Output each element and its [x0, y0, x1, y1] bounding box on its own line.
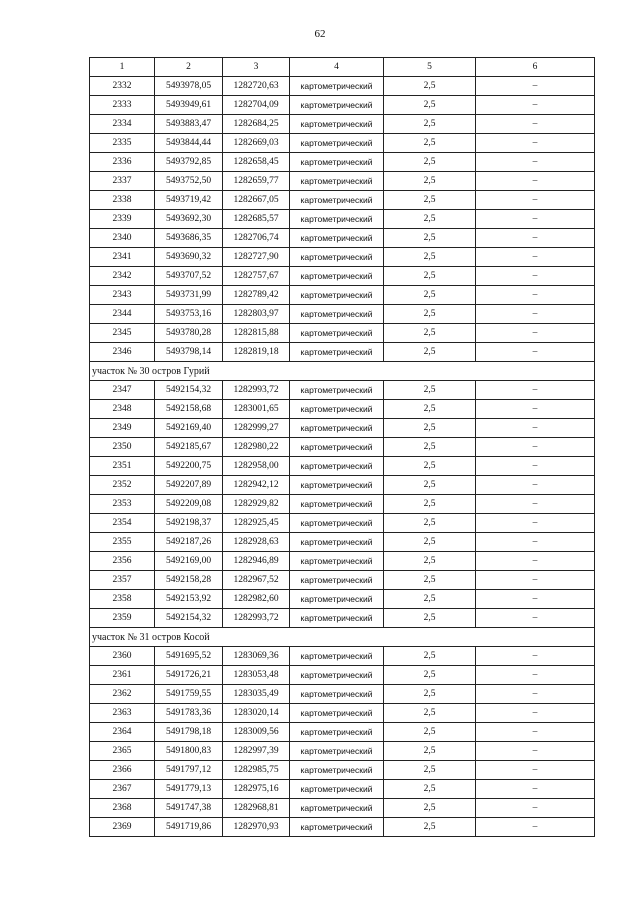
- method-cell: картометрический: [290, 172, 384, 191]
- method-cell: картометрический: [290, 647, 384, 666]
- header-cell-2: 2: [155, 58, 223, 77]
- x-coordinate-cell: 5491779,13: [155, 780, 223, 799]
- x-coordinate-cell: 5492154,32: [155, 381, 223, 400]
- error-cell: 2,5: [384, 514, 476, 533]
- table-row: [90, 704, 595, 723]
- table-row: [90, 457, 595, 476]
- table-row: [90, 590, 595, 609]
- method-cell: картометрический: [290, 134, 384, 153]
- table-row: [90, 514, 595, 533]
- header-cell-1: 1: [90, 58, 155, 77]
- note-cell: –: [476, 115, 595, 134]
- note-cell: –: [476, 514, 595, 533]
- error-cell: 2,5: [384, 381, 476, 400]
- header-cell-6: 6: [476, 58, 595, 77]
- error-cell: 2,5: [384, 780, 476, 799]
- y-coordinate-cell: 1282684,25: [223, 115, 290, 134]
- y-coordinate-cell: 1282803,97: [223, 305, 290, 324]
- x-coordinate-cell: 5491798,18: [155, 723, 223, 742]
- method-cell: картометрический: [290, 400, 384, 419]
- x-coordinate-cell: 5493752,50: [155, 172, 223, 191]
- error-cell: 2,5: [384, 96, 476, 115]
- point-number-cell: 2344: [90, 305, 155, 324]
- section-title: участок № 31 остров Косой: [90, 628, 595, 647]
- point-number-cell: 2364: [90, 723, 155, 742]
- point-number-cell: 2365: [90, 742, 155, 761]
- error-cell: 2,5: [384, 742, 476, 761]
- x-coordinate-cell: 5493949,61: [155, 96, 223, 115]
- note-cell: –: [476, 457, 595, 476]
- section-header-row: [90, 362, 595, 381]
- y-coordinate-cell: 1282985,75: [223, 761, 290, 780]
- header-cell-3: 3: [223, 58, 290, 77]
- table-row: [90, 305, 595, 324]
- error-cell: 2,5: [384, 438, 476, 457]
- method-cell: картометрический: [290, 723, 384, 742]
- table-body: [90, 77, 595, 837]
- method-cell: картометрический: [290, 457, 384, 476]
- error-cell: 2,5: [384, 419, 476, 438]
- y-coordinate-cell: 1282928,63: [223, 533, 290, 552]
- y-coordinate-cell: 1283053,48: [223, 666, 290, 685]
- error-cell: 2,5: [384, 134, 476, 153]
- table-row: [90, 533, 595, 552]
- method-cell: картометрический: [290, 286, 384, 305]
- y-coordinate-cell: 1282975,16: [223, 780, 290, 799]
- error-cell: 2,5: [384, 210, 476, 229]
- point-number-cell: 2369: [90, 818, 155, 837]
- table-row: [90, 571, 595, 590]
- x-coordinate-cell: 5492154,32: [155, 609, 223, 628]
- point-number-cell: 2345: [90, 324, 155, 343]
- method-cell: картометрический: [290, 191, 384, 210]
- method-cell: картометрический: [290, 324, 384, 343]
- point-number-cell: 2336: [90, 153, 155, 172]
- y-coordinate-cell: 1282704,09: [223, 96, 290, 115]
- method-cell: картометрический: [290, 476, 384, 495]
- error-cell: 2,5: [384, 571, 476, 590]
- x-coordinate-cell: 5492187,26: [155, 533, 223, 552]
- error-cell: 2,5: [384, 685, 476, 704]
- y-coordinate-cell: 1282929,82: [223, 495, 290, 514]
- point-number-cell: 2333: [90, 96, 155, 115]
- point-number-cell: 2346: [90, 343, 155, 362]
- x-coordinate-cell: 5493707,52: [155, 267, 223, 286]
- note-cell: –: [476, 229, 595, 248]
- section-header-row: [90, 628, 595, 647]
- y-coordinate-cell: 1282982,60: [223, 590, 290, 609]
- point-number-cell: 2353: [90, 495, 155, 514]
- error-cell: 2,5: [384, 590, 476, 609]
- y-coordinate-cell: 1282968,81: [223, 799, 290, 818]
- table-row: [90, 343, 595, 362]
- y-coordinate-cell: 1283035,49: [223, 685, 290, 704]
- note-cell: –: [476, 267, 595, 286]
- method-cell: картометрический: [290, 495, 384, 514]
- table-row: [90, 153, 595, 172]
- note-cell: –: [476, 609, 595, 628]
- table-row: [90, 267, 595, 286]
- error-cell: 2,5: [384, 818, 476, 837]
- y-coordinate-cell: 1282757,67: [223, 267, 290, 286]
- note-cell: –: [476, 476, 595, 495]
- note-cell: –: [476, 533, 595, 552]
- table-row: [90, 761, 595, 780]
- x-coordinate-cell: 5492198,37: [155, 514, 223, 533]
- point-number-cell: 2332: [90, 77, 155, 96]
- x-coordinate-cell: 5491759,55: [155, 685, 223, 704]
- error-cell: 2,5: [384, 191, 476, 210]
- x-coordinate-cell: 5492200,75: [155, 457, 223, 476]
- table-row: [90, 780, 595, 799]
- table-row: [90, 818, 595, 837]
- method-cell: картометрический: [290, 210, 384, 229]
- error-cell: 2,5: [384, 761, 476, 780]
- note-cell: –: [476, 381, 595, 400]
- x-coordinate-cell: 5491719,86: [155, 818, 223, 837]
- method-cell: картометрический: [290, 685, 384, 704]
- method-cell: картометрический: [290, 704, 384, 723]
- point-number-cell: 2349: [90, 419, 155, 438]
- note-cell: –: [476, 723, 595, 742]
- point-number-cell: 2348: [90, 400, 155, 419]
- note-cell: –: [476, 400, 595, 419]
- point-number-cell: 2360: [90, 647, 155, 666]
- x-coordinate-cell: 5493780,28: [155, 324, 223, 343]
- table-row: [90, 286, 595, 305]
- x-coordinate-cell: 5493883,47: [155, 115, 223, 134]
- method-cell: картометрический: [290, 818, 384, 837]
- y-coordinate-cell: 1282685,57: [223, 210, 290, 229]
- method-cell: картометрический: [290, 77, 384, 96]
- note-cell: –: [476, 191, 595, 210]
- y-coordinate-cell: 1282970,93: [223, 818, 290, 837]
- y-coordinate-cell: 1282980,22: [223, 438, 290, 457]
- method-cell: картометрический: [290, 248, 384, 267]
- y-coordinate-cell: 1282999,27: [223, 419, 290, 438]
- method-cell: картометрический: [290, 552, 384, 571]
- point-number-cell: 2335: [90, 134, 155, 153]
- note-cell: –: [476, 172, 595, 191]
- note-cell: –: [476, 666, 595, 685]
- section-title: участок № 30 остров Гурий: [90, 362, 595, 381]
- method-cell: картометрический: [290, 761, 384, 780]
- y-coordinate-cell: 1282659,77: [223, 172, 290, 191]
- point-number-cell: 2334: [90, 115, 155, 134]
- table-row: [90, 438, 595, 457]
- x-coordinate-cell: 5491747,38: [155, 799, 223, 818]
- table-row: [90, 248, 595, 267]
- x-coordinate-cell: 5491783,36: [155, 704, 223, 723]
- note-cell: –: [476, 761, 595, 780]
- coordinates-table: [89, 57, 595, 837]
- error-cell: 2,5: [384, 533, 476, 552]
- x-coordinate-cell: 5491695,52: [155, 647, 223, 666]
- error-cell: 2,5: [384, 153, 476, 172]
- x-coordinate-cell: 5493753,16: [155, 305, 223, 324]
- note-cell: –: [476, 571, 595, 590]
- error-cell: 2,5: [384, 229, 476, 248]
- table-row: [90, 419, 595, 438]
- page-number: 62: [314, 28, 326, 40]
- point-number-cell: 2338: [90, 191, 155, 210]
- method-cell: картометрический: [290, 343, 384, 362]
- note-cell: –: [476, 799, 595, 818]
- x-coordinate-cell: 5493798,14: [155, 343, 223, 362]
- table-row: [90, 552, 595, 571]
- y-coordinate-cell: 1283009,56: [223, 723, 290, 742]
- method-cell: картометрический: [290, 666, 384, 685]
- method-cell: картометрический: [290, 96, 384, 115]
- table-row: [90, 400, 595, 419]
- note-cell: –: [476, 438, 595, 457]
- method-cell: картометрический: [290, 305, 384, 324]
- x-coordinate-cell: 5492209,08: [155, 495, 223, 514]
- note-cell: –: [476, 590, 595, 609]
- x-coordinate-cell: 5493792,85: [155, 153, 223, 172]
- error-cell: 2,5: [384, 704, 476, 723]
- table-row: [90, 647, 595, 666]
- error-cell: 2,5: [384, 552, 476, 571]
- note-cell: –: [476, 685, 595, 704]
- table-row: [90, 476, 595, 495]
- method-cell: картометрический: [290, 533, 384, 552]
- table-row: [90, 324, 595, 343]
- note-cell: –: [476, 305, 595, 324]
- method-cell: картометрический: [290, 381, 384, 400]
- y-coordinate-cell: 1282967,52: [223, 571, 290, 590]
- method-cell: картометрический: [290, 514, 384, 533]
- y-coordinate-cell: 1282942,12: [223, 476, 290, 495]
- x-coordinate-cell: 5493719,42: [155, 191, 223, 210]
- x-coordinate-cell: 5493844,44: [155, 134, 223, 153]
- table-row: [90, 96, 595, 115]
- point-number-cell: 2341: [90, 248, 155, 267]
- table-row: [90, 609, 595, 628]
- table-row: [90, 210, 595, 229]
- point-number-cell: 2355: [90, 533, 155, 552]
- error-cell: 2,5: [384, 609, 476, 628]
- x-coordinate-cell: 5493978,05: [155, 77, 223, 96]
- error-cell: 2,5: [384, 324, 476, 343]
- y-coordinate-cell: 1282667,05: [223, 191, 290, 210]
- point-number-cell: 2363: [90, 704, 155, 723]
- note-cell: –: [476, 77, 595, 96]
- method-cell: картометрический: [290, 742, 384, 761]
- y-coordinate-cell: 1283001,65: [223, 400, 290, 419]
- method-cell: картометрический: [290, 153, 384, 172]
- x-coordinate-cell: 5491800,83: [155, 742, 223, 761]
- method-cell: картометрический: [290, 571, 384, 590]
- error-cell: 2,5: [384, 647, 476, 666]
- error-cell: 2,5: [384, 400, 476, 419]
- method-cell: картометрический: [290, 229, 384, 248]
- error-cell: 2,5: [384, 476, 476, 495]
- point-number-cell: 2359: [90, 609, 155, 628]
- table-row: [90, 381, 595, 400]
- point-number-cell: 2361: [90, 666, 155, 685]
- note-cell: –: [476, 780, 595, 799]
- y-coordinate-cell: 1282958,00: [223, 457, 290, 476]
- method-cell: картометрический: [290, 115, 384, 134]
- point-number-cell: 2357: [90, 571, 155, 590]
- x-coordinate-cell: 5492185,67: [155, 438, 223, 457]
- error-cell: 2,5: [384, 267, 476, 286]
- point-number-cell: 2337: [90, 172, 155, 191]
- x-coordinate-cell: 5491797,12: [155, 761, 223, 780]
- note-cell: –: [476, 419, 595, 438]
- note-cell: –: [476, 286, 595, 305]
- point-number-cell: 2366: [90, 761, 155, 780]
- y-coordinate-cell: 1282720,63: [223, 77, 290, 96]
- point-number-cell: 2342: [90, 267, 155, 286]
- point-number-cell: 2343: [90, 286, 155, 305]
- table-row: [90, 742, 595, 761]
- error-cell: 2,5: [384, 172, 476, 191]
- error-cell: 2,5: [384, 286, 476, 305]
- point-number-cell: 2339: [90, 210, 155, 229]
- table-row: [90, 799, 595, 818]
- x-coordinate-cell: 5492207,89: [155, 476, 223, 495]
- table-row: [90, 191, 595, 210]
- point-number-cell: 2351: [90, 457, 155, 476]
- table-row: [90, 115, 595, 134]
- note-cell: –: [476, 134, 595, 153]
- y-coordinate-cell: 1282993,72: [223, 609, 290, 628]
- y-coordinate-cell: 1283020,14: [223, 704, 290, 723]
- error-cell: 2,5: [384, 305, 476, 324]
- header-cell-5: 5: [384, 58, 476, 77]
- y-coordinate-cell: 1282706,74: [223, 229, 290, 248]
- x-coordinate-cell: 5493686,35: [155, 229, 223, 248]
- point-number-cell: 2352: [90, 476, 155, 495]
- point-number-cell: 2347: [90, 381, 155, 400]
- note-cell: –: [476, 96, 595, 115]
- error-cell: 2,5: [384, 666, 476, 685]
- y-coordinate-cell: 1282997,39: [223, 742, 290, 761]
- y-coordinate-cell: 1283069,36: [223, 647, 290, 666]
- error-cell: 2,5: [384, 115, 476, 134]
- note-cell: –: [476, 153, 595, 172]
- table-row: [90, 723, 595, 742]
- method-cell: картометрический: [290, 609, 384, 628]
- point-number-cell: 2367: [90, 780, 155, 799]
- method-cell: картометрический: [290, 780, 384, 799]
- x-coordinate-cell: 5492158,28: [155, 571, 223, 590]
- method-cell: картометрический: [290, 590, 384, 609]
- table-row: [90, 134, 595, 153]
- error-cell: 2,5: [384, 343, 476, 362]
- x-coordinate-cell: 5493731,99: [155, 286, 223, 305]
- y-coordinate-cell: 1282815,88: [223, 324, 290, 343]
- table-row: [90, 495, 595, 514]
- table-row: [90, 229, 595, 248]
- table-row: [90, 666, 595, 685]
- method-cell: картометрический: [290, 799, 384, 818]
- note-cell: –: [476, 495, 595, 514]
- x-coordinate-cell: 5492169,40: [155, 419, 223, 438]
- x-coordinate-cell: 5493690,32: [155, 248, 223, 267]
- note-cell: –: [476, 324, 595, 343]
- table-row: [90, 77, 595, 96]
- error-cell: 2,5: [384, 799, 476, 818]
- error-cell: 2,5: [384, 248, 476, 267]
- y-coordinate-cell: 1282946,89: [223, 552, 290, 571]
- x-coordinate-cell: 5491726,21: [155, 666, 223, 685]
- y-coordinate-cell: 1282658,45: [223, 153, 290, 172]
- y-coordinate-cell: 1282789,42: [223, 286, 290, 305]
- point-number-cell: 2350: [90, 438, 155, 457]
- x-coordinate-cell: 5493692,30: [155, 210, 223, 229]
- point-number-cell: 2362: [90, 685, 155, 704]
- note-cell: –: [476, 210, 595, 229]
- method-cell: картометрический: [290, 419, 384, 438]
- error-cell: 2,5: [384, 457, 476, 476]
- point-number-cell: 2340: [90, 229, 155, 248]
- table-row: [90, 685, 595, 704]
- x-coordinate-cell: 5492153,92: [155, 590, 223, 609]
- method-cell: картометрический: [290, 267, 384, 286]
- point-number-cell: 2358: [90, 590, 155, 609]
- y-coordinate-cell: 1282925,45: [223, 514, 290, 533]
- header-cell-4: 4: [290, 58, 384, 77]
- header-row: [90, 58, 595, 77]
- point-number-cell: 2356: [90, 552, 155, 571]
- x-coordinate-cell: 5492169,00: [155, 552, 223, 571]
- error-cell: 2,5: [384, 77, 476, 96]
- y-coordinate-cell: 1282727,90: [223, 248, 290, 267]
- method-cell: картометрический: [290, 438, 384, 457]
- note-cell: –: [476, 552, 595, 571]
- y-coordinate-cell: 1282819,18: [223, 343, 290, 362]
- note-cell: –: [476, 818, 595, 837]
- note-cell: –: [476, 704, 595, 723]
- note-cell: –: [476, 647, 595, 666]
- table-row: [90, 172, 595, 191]
- note-cell: –: [476, 248, 595, 267]
- x-coordinate-cell: 5492158,68: [155, 400, 223, 419]
- point-number-cell: 2354: [90, 514, 155, 533]
- y-coordinate-cell: 1282993,72: [223, 381, 290, 400]
- point-number-cell: 2368: [90, 799, 155, 818]
- error-cell: 2,5: [384, 495, 476, 514]
- y-coordinate-cell: 1282669,03: [223, 134, 290, 153]
- error-cell: 2,5: [384, 723, 476, 742]
- note-cell: –: [476, 343, 595, 362]
- note-cell: –: [476, 742, 595, 761]
